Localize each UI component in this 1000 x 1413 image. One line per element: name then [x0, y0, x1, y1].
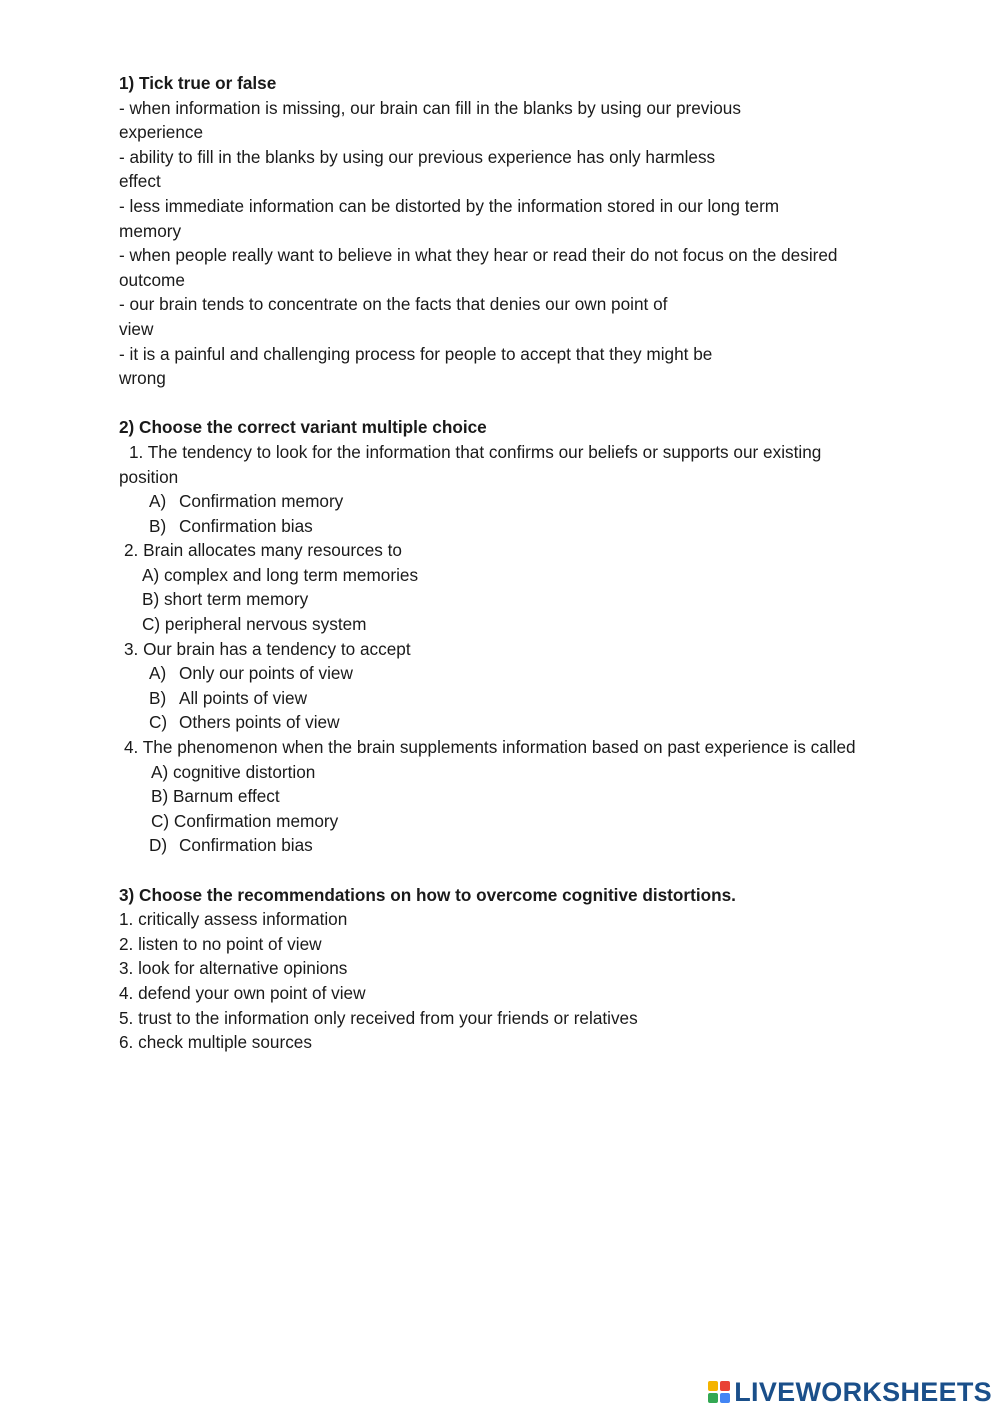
- option-letter: D): [149, 835, 168, 856]
- question-1-text: 1. The tendency to look for the information that confirms our beliefs or supports our existing: [129, 441, 822, 462]
- section1-heading: 1) Tick true or false: [119, 73, 277, 93]
- question-2-option-a[interactable]: A) complex and long term memories: [142, 564, 419, 585]
- tf-statement-line: wrong: [119, 368, 166, 389]
- recommendation-item[interactable]: 4. defend your own point of view: [119, 982, 366, 1003]
- tf-statement-line: - when people really want to believe in what they hear or read their do not focus on the desired: [119, 245, 838, 266]
- question-2-option-c[interactable]: C) peripheral nervous system: [142, 614, 367, 635]
- liveworksheets-logo-text: LIVEWORKSHEETS: [734, 1376, 992, 1407]
- liveworksheets-logo-icon: [708, 1381, 730, 1403]
- option-text: Confirmation bias: [179, 835, 313, 856]
- question-2-text: 2. Brain allocates many resources to: [124, 540, 402, 561]
- question-3-option-a[interactable]: [119, 661, 919, 686]
- logo-square-icon: [720, 1393, 730, 1403]
- question-4-option-c[interactable]: C) Confirmation memory: [151, 810, 339, 831]
- option-text: Only our points of view: [179, 663, 353, 684]
- recommendation-item[interactable]: 5. trust to the information only received from your friends or relatives: [119, 1007, 638, 1028]
- logo-square-icon: [720, 1381, 730, 1391]
- recommendation-item[interactable]: 2. listen to no point of view: [119, 933, 322, 954]
- option-text: Confirmation memory: [179, 491, 344, 512]
- tf-statement-line: - it is a painful and challenging process for people to accept that they might be: [119, 343, 713, 364]
- question-3-option-c[interactable]: [119, 710, 919, 735]
- logo-square-icon: [708, 1381, 718, 1391]
- tf-statement-line: - our brain tends to concentrate on the facts that denies our own point of: [119, 294, 668, 315]
- option-letter: B): [149, 515, 167, 536]
- option-text: All points of view: [179, 687, 308, 708]
- worksheet: [119, 71, 919, 1055]
- recommendation-item[interactable]: 6. check multiple sources: [119, 1032, 312, 1053]
- liveworksheets-logo: [708, 1377, 992, 1407]
- section-gap: [119, 858, 919, 883]
- section2-heading: 2) Choose the correct variant multiple choice: [119, 417, 487, 438]
- option-text: Confirmation bias: [179, 515, 313, 536]
- tf-statement-line: effect: [119, 171, 161, 192]
- question-1-text-cont: position: [119, 466, 179, 487]
- tf-statement-line: - ability to fill in the blanks by using our previous experience has only harmless: [119, 146, 716, 167]
- recommendation-item[interactable]: 3. look for alternative opinions: [119, 958, 348, 979]
- section-gap: [119, 391, 919, 416]
- option-letter: A): [149, 663, 167, 684]
- tf-statement-line: - less immediate information can be distorted by the information stored in our long term: [119, 195, 780, 216]
- question-2-option-b[interactable]: B) short term memory: [142, 589, 309, 610]
- section3-heading: 3) Choose the recommendations on how to overcome cognitive distortions.: [119, 884, 736, 905]
- question-4-option-b[interactable]: B) Barnum effect: [151, 786, 280, 807]
- question-1-option-a[interactable]: [119, 489, 919, 514]
- recommendation-item[interactable]: 1. critically assess information: [119, 909, 348, 930]
- tf-statement-line: view: [119, 318, 154, 339]
- question-4-option-d[interactable]: [119, 833, 919, 858]
- logo-square-icon: [708, 1393, 718, 1403]
- question-3-option-b[interactable]: [119, 686, 919, 711]
- option-text: Others points of view: [179, 712, 340, 733]
- question-3-text: 3. Our brain has a tendency to accept: [124, 638, 411, 659]
- tf-statement-line: - when information is missing, our brain can fill in the blanks by using our previous: [119, 97, 741, 118]
- tf-statement-line: memory: [119, 220, 182, 241]
- option-letter: C): [149, 712, 168, 733]
- question-4-text: 4. The phenomenon when the brain supplements information based on past experience is called: [124, 737, 856, 758]
- option-letter: A): [149, 491, 167, 512]
- tf-statement-line: outcome: [119, 269, 185, 290]
- option-letter: B): [149, 687, 167, 708]
- question-1-option-b[interactable]: [119, 514, 919, 539]
- tf-statement-line: experience: [119, 122, 204, 143]
- question-4-option-a[interactable]: A) cognitive distortion: [151, 761, 316, 782]
